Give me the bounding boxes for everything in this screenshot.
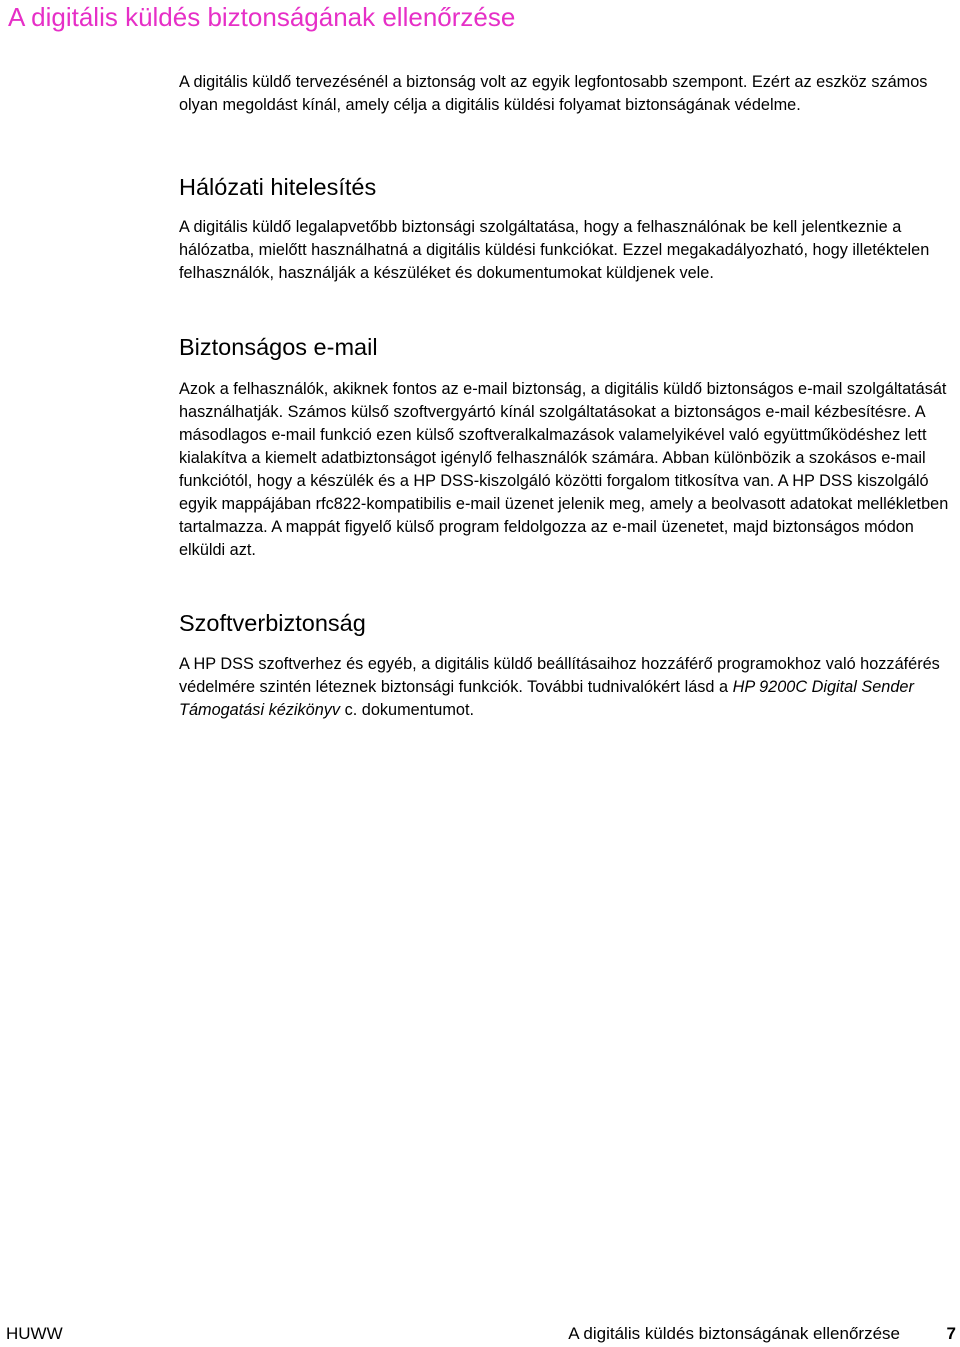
- footer-chapter-title: A digitális küldés biztonságának ellenőrzése: [568, 1324, 900, 1343]
- section-heading-software-security: Szoftverbiztonság: [179, 610, 366, 636]
- manual-title-reference: HP 9200C Digital Sender Támogatási kézikönyv: [179, 678, 914, 719]
- intro-paragraph: A digitális küldő tervezésénél a biztonság volt az egyik legfontosabb szempont. Ezért az eszköz számos olyan megoldást kínál, amely célja a digitális küldési folyamat biztonságának védelme.: [179, 73, 928, 114]
- section-body-secure-email: Azok a felhasználók, akiknek fontos az e-mail biztonság, a digitális küldő biztonságos e-mail szolgáltatását használhatják. Számos külső szoftvergyártó kínál szolgáltatásokat a biztonságos e-mail kézbesítésre. A másodlagos e-mail funkció ezen külső szoftveralkalmazások valamelyikével való együttműködéshez lett kialakítva a kiemelt adatbiztonságot igénylő felhasználók számára. Abban különbözik a szokásos e-mail funkciótól, hogy a készülék és a HP DSS-kiszolgáló közötti forgalom titkosítva van. A HP DSS kiszolgáló egyik mappájában rfc822-kompatibilis e-mail üzenet jelenik meg, amely a beolvasott adatokat mellékletben tartalmazza. A mappát figyelő külső program feldolgozza az e-mail üzenetet, majd biztonságos módon elküldi azt.: [179, 380, 949, 559]
- section-heading-secure-email: Biztonságos e-mail: [179, 334, 378, 360]
- section-heading-network-auth: Hálózati hitelesítés: [179, 174, 377, 200]
- section-body-software-security: [179, 653, 949, 722]
- page-title: A digitális küldés biztonságának ellenőrzése: [8, 2, 516, 32]
- software-body-text: A HP DSS szoftverhez és egyéb, a digitális küldő beállításaihoz hozzáférő programokhoz való hozzáférés védelmére szintén léteznek biztonsági funkciók. További tudnivalókért lásd a: [179, 655, 940, 696]
- software-body-text-end: c. dokumentumot.: [340, 701, 475, 719]
- footer-doc-code: HUWW: [6, 1324, 63, 1343]
- footer-page-number: 7: [946, 1324, 956, 1343]
- section-body-network-auth: A digitális küldő legalapvetőbb biztonsági szolgáltatása, hogy a felhasználónak be kell jelentkeznie a hálózatba, mielőtt használhatná a digitális küldési funkciókat. Ezzel megakadályozható, hogy illetéktelen felhasználók, használják a készüléket és dokumentumokat küldjenek vele.: [179, 218, 930, 282]
- page-footer: [0, 1322, 960, 1346]
- document-body: [179, 71, 949, 722]
